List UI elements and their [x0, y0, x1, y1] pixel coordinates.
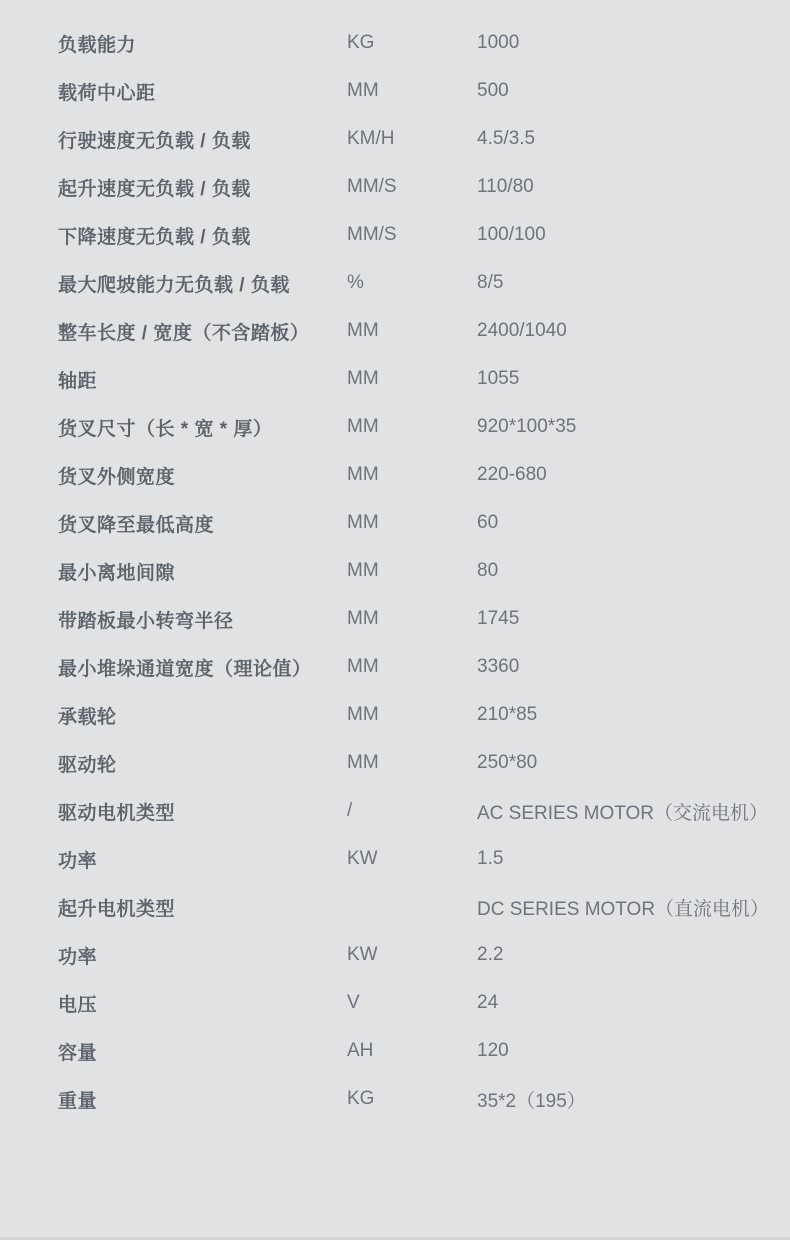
spec-row	[58, 259, 770, 307]
spec-unit: MM	[347, 704, 379, 725]
spec-row	[58, 451, 770, 499]
spec-unit: KG	[347, 32, 375, 53]
spec-row	[58, 403, 770, 451]
spec-label: 最小堆垛通道宽度（理论值）	[58, 658, 312, 680]
spec-unit: MM/S	[347, 176, 397, 197]
spec-label: 驱动电机类型	[58, 802, 176, 824]
spec-row	[58, 787, 770, 835]
spec-value: 1.5	[477, 848, 504, 869]
spec-unit: MM	[347, 368, 379, 389]
spec-row	[58, 67, 770, 115]
spec-unit: %	[347, 272, 364, 293]
spec-unit: KW	[347, 944, 378, 965]
spec-label: 下降速度无负载 / 负载	[58, 226, 251, 248]
spec-value: 110/80	[477, 176, 534, 197]
spec-label: 功率	[58, 946, 98, 968]
spec-value: 1000	[477, 32, 520, 53]
spec-row	[58, 355, 770, 403]
spec-value: DC SERIES MOTOR（直流电机）	[477, 898, 770, 920]
spec-row	[58, 595, 770, 643]
spec-value: 920*100*35	[477, 416, 577, 437]
spec-label: 最小离地间隙	[58, 562, 176, 584]
spec-unit: MM	[347, 752, 379, 773]
spec-label: 货叉外侧宽度	[58, 466, 176, 488]
spec-value: 100/100	[477, 224, 546, 245]
spec-row	[58, 835, 770, 883]
spec-row	[58, 931, 770, 979]
spec-row	[58, 979, 770, 1027]
spec-unit: MM	[347, 608, 379, 629]
spec-unit: KW	[347, 848, 378, 869]
spec-value: 250*80	[477, 752, 538, 773]
spec-row	[58, 1027, 770, 1075]
spec-value: 3360	[477, 656, 520, 677]
spec-value: 8/5	[477, 272, 504, 293]
spec-row	[58, 739, 770, 787]
spec-label: 驱动轮	[58, 754, 117, 776]
spec-value: AC SERIES MOTOR（交流电机）	[477, 802, 769, 824]
spec-value: 1055	[477, 368, 520, 389]
spec-label: 容量	[58, 1042, 98, 1064]
spec-unit: MM	[347, 512, 379, 533]
spec-row	[58, 307, 770, 355]
spec-value: 500	[477, 80, 509, 101]
spec-value: 60	[477, 512, 499, 533]
spec-label: 轴距	[58, 370, 98, 392]
spec-row	[58, 115, 770, 163]
spec-value: 2.2	[477, 944, 504, 965]
spec-unit: MM	[347, 656, 379, 677]
spec-value: 220-680	[477, 464, 547, 485]
spec-row	[58, 499, 770, 547]
spec-value: 35*2（195）	[477, 1090, 586, 1112]
spec-unit: MM/S	[347, 224, 397, 245]
spec-label: 负载能力	[58, 34, 137, 56]
spec-unit: AH	[347, 1040, 374, 1061]
spec-value: 80	[477, 560, 499, 581]
spec-row	[58, 163, 770, 211]
spec-unit: MM	[347, 464, 379, 485]
spec-unit: MM	[347, 560, 379, 581]
spec-row	[58, 643, 770, 691]
spec-label: 行驶速度无负载 / 负载	[58, 130, 251, 152]
spec-label: 货叉降至最低高度	[58, 514, 215, 536]
spec-unit: KG	[347, 1088, 375, 1109]
spec-value: 1745	[477, 608, 520, 629]
spec-unit: /	[347, 800, 353, 821]
spec-row	[58, 211, 770, 259]
spec-label: 起升电机类型	[58, 898, 176, 920]
spec-label: 整车长度 / 宽度（不含踏板）	[58, 322, 310, 344]
spec-value: 120	[477, 1040, 509, 1061]
spec-value: 210*85	[477, 704, 538, 725]
spec-label: 电压	[58, 994, 98, 1016]
spec-label: 起升速度无负载 / 负载	[58, 178, 251, 200]
spec-value: 2400/1040	[477, 320, 567, 341]
spec-row	[58, 691, 770, 739]
spec-label: 货叉尺寸（长 * 宽 * 厚）	[58, 418, 273, 440]
spec-unit: MM	[347, 80, 379, 101]
spec-row	[58, 883, 770, 931]
spec-row	[58, 547, 770, 595]
spec-row	[58, 1075, 770, 1123]
spec-label: 载荷中心距	[58, 82, 156, 104]
spec-label: 带踏板最小转弯半径	[58, 610, 234, 632]
spec-unit: KM/H	[347, 128, 395, 149]
spec-label: 功率	[58, 850, 98, 872]
spec-label: 承载轮	[58, 706, 117, 728]
spec-unit: V	[347, 992, 360, 1013]
spec-unit: MM	[347, 320, 379, 341]
spec-label: 重量	[58, 1090, 98, 1112]
spec-label: 最大爬坡能力无负载 / 负载	[58, 274, 290, 296]
spec-unit: MM	[347, 416, 379, 437]
spec-row	[58, 19, 770, 67]
spec-value: 4.5/3.5	[477, 128, 536, 149]
spec-value: 24	[477, 992, 499, 1013]
